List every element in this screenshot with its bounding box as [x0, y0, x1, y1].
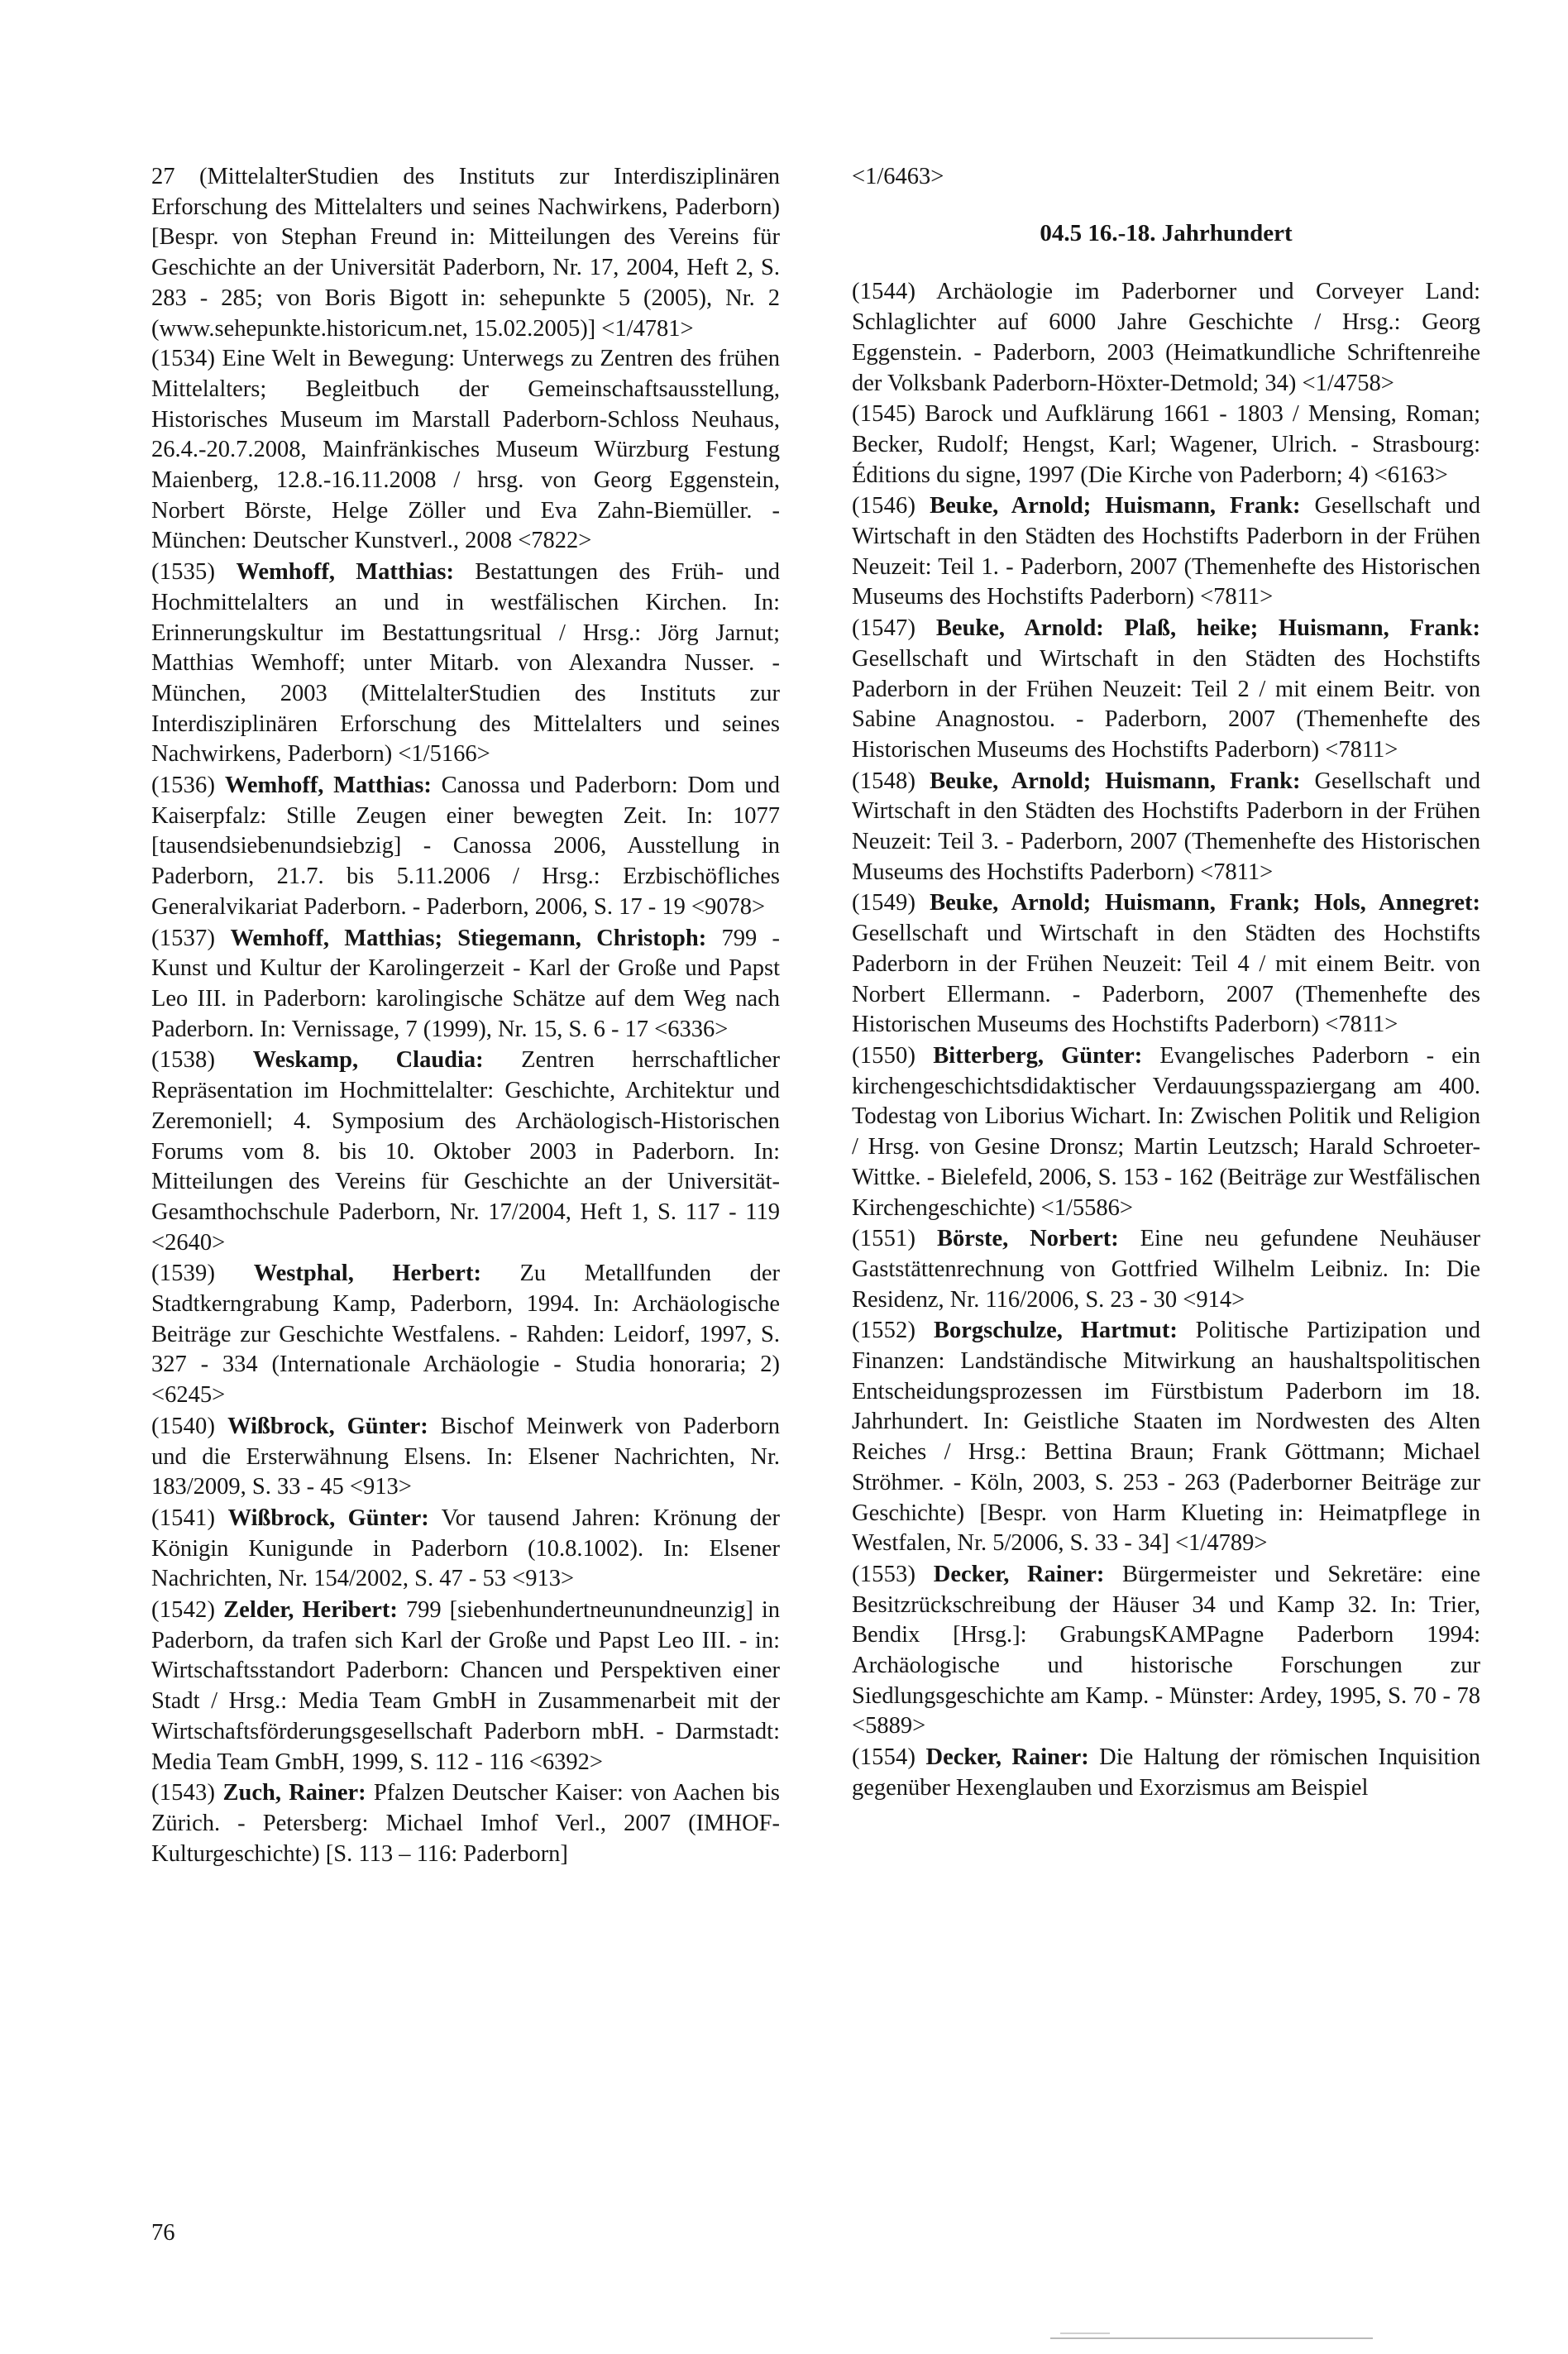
- entry-number: (1534): [151, 346, 216, 372]
- entry-number: (1545): [852, 401, 916, 428]
- entry-author: Beuke, Arnold: Plaß, heike; Huismann, Frank:: [935, 615, 1481, 642]
- entry-author: Beuke, Arnold; Huismann, Frank:: [930, 493, 1301, 519]
- bibliography-entry: [852, 614, 1480, 766]
- entry-text: Zu Metallfunden der Stadtkerngrabung Kamp, Paderborn, 1994. In: Archäologische Beiträge zur Geschichte Westfalens. - Rahden: Leidorf, 1997, S. 327 - 334 (Internationale Archäologie - Studia honoraria; 2) <6245>: [151, 1261, 781, 1409]
- entry-number: (1553): [852, 1561, 916, 1587]
- entry-number: (1547): [852, 615, 916, 642]
- entry-text: Zentren herrschaftlicher Repräsentation im Hochmittelalter: Geschichte, Architektur und Zeremoniell; 4. Symposium des Archäologisch-Historischen Forums vom 8. bis 10. Oktober 2003 in Paderborn. In: Mitteilungen des Vereins für Geschichte an der Universität-Gesamthochschule Paderborn, Nr. 17/2004, Heft 1, S. 117 - 119 <2640>: [151, 1047, 781, 1256]
- entry-text: Vor tausend Jahren: Krönung der Königin Kunigunde in Paderborn (10.8.1002). In: Elsener Nachrichten, Nr. 154/2002, S. 47 - 53 <913>: [151, 1505, 780, 1592]
- entry-author: Westphal, Herbert:: [253, 1261, 481, 1287]
- entry-list: [852, 277, 1480, 1803]
- entry-author: Zelder, Heribert:: [223, 1597, 398, 1624]
- entry-number: (1550): [852, 1042, 916, 1069]
- entry-number: (1537): [151, 925, 216, 951]
- entry-number: (1539): [151, 1261, 216, 1287]
- entry-author: Beuke, Arnold; Huismann, Frank; Hols, Annegret:: [930, 890, 1480, 916]
- bibliography-entry: [852, 1560, 1480, 1742]
- entry-text: Pfalzen Deutscher Kaiser: von Aachen bis Zürich. - Petersberg: Michael Imhof Verl., 2007 (IMHOF-Kulturgeschichte) [S. 113 – 116: Paderborn]: [151, 1780, 781, 1867]
- entry-text: 799 - Kunst und Kultur der Karolingerzeit - Karl der Große und Papst Leo III. in Paderborn: karolingische Schätze auf dem Weg nach Paderborn. In: Vernissage, 7 (1999), Nr. 15, S. 6 - 17 <6336>: [151, 925, 781, 1042]
- entry-text: Eine Welt in Bewegung: Unterwegs zu Zentren des frühen Mittelalters; Begleitbuch der Gemeinschaftsausstellung, Historisches Museum im Marstall Paderborn-Schloss Neuhaus, 26.4.-20.7.2008, Mainfränkisches Museum Würzburg Festung Maienberg, 12.8.-16.11.2008 / hrsg. von Georg Eggenstein, Norbert Börste, Helge Zöller und Eva Zahn-Biemüller. - München: Deutscher Kunstverl., 2008 <7822>: [151, 346, 780, 554]
- bibliography-entry: [151, 1412, 780, 1503]
- entry-number: (1548): [852, 768, 916, 794]
- entry-text: 799 [siebenhundertneunundneunzig] in Paderborn, da trafen sich Karl der Große und Papst Leo III. - in: Wirtschaftsstandort Paderborn: Chancen und Perspektiven einer Stadt / Hrsg.: Media Team GmbH in Zusammenarbeit mit der Wirtschaftsförderungsgesellschaft Paderborn mbH. - Darmstadt: Media Team GmbH, 1999, S. 112 - 116 <6392>: [151, 1597, 780, 1775]
- entry-text: Die Haltung der römischen Inquisition gegenüber Hexenglauben und Exorzismus am Beispiel: [852, 1744, 1480, 1801]
- entry-number: (1535): [151, 559, 216, 586]
- entry-number: (1546): [852, 493, 916, 519]
- entry-text: Gesellschaft und Wirtschaft in den Städten des Hochstifts Paderborn in der Frühen Neuzeit: Teil 3. - Paderborn, 2007 (Themenhefte des Historischen Museums des Hochstifts Paderborn) <7811>: [852, 768, 1481, 885]
- entry-author: Beuke, Arnold; Huismann, Frank:: [930, 768, 1301, 794]
- entry-number: (1549): [852, 890, 916, 916]
- entry-text: Bischof Meinwerk von Paderborn und die Ersterwähnung Elsens. In: Elsener Nachrichten, Nr. 183/2009, S. 33 - 45 <913>: [151, 1413, 781, 1500]
- right-column: [852, 162, 1480, 1805]
- scan-artifact-line: [1060, 2332, 1110, 2334]
- bibliography-entry: [852, 888, 1480, 1041]
- entry-text: Bürgermeister und Sekretäre: eine Besitzrückschreibung der Häuser 34 und Kamp 32. In: Trier, Bendix [Hrsg.]: GrabungsKAMPagne Paderborn 1994: Archäologische und historische Forschungen zur Siedlungsgeschichte am Kamp. - Münster: Ardey, 1995, S. 70 - 78 <5889>: [852, 1561, 1481, 1739]
- entry-author: Zuch, Rainer:: [222, 1780, 366, 1806]
- bibliography-entry: [151, 1504, 780, 1595]
- bibliography-entry: [852, 400, 1480, 490]
- entry-text: Bestattungen des Früh- und Hochmittelalters an und in westfälischen Kirchen. In: Erinnerungskultur im Bestattungsritual / Hrsg.: Jörg Jarnut; Matthias Wemhoff; unter Mitarb. von Alexandra Nusser. - München, 2003 (MittelalterStudien des Instituts zur Interdisziplinären Erforschung des Mittelalters und seines Nachwirkens, Paderborn) <1/5166>: [151, 559, 781, 768]
- entry-author: Decker, Rainer:: [933, 1561, 1105, 1587]
- bibliography-entry: [151, 771, 780, 923]
- entry-number: (1551): [852, 1226, 916, 1252]
- entry-number: (1538): [151, 1047, 216, 1074]
- entry-number: (1540): [151, 1413, 216, 1439]
- entry-author: Borgschulze, Hartmut:: [933, 1318, 1178, 1344]
- entry-list: [151, 344, 780, 1869]
- scan-artifact-line: [1050, 2337, 1373, 2339]
- bibliography-entry: [151, 924, 780, 1045]
- entry-author: Wemhoff, Matthias; Stiegemann, Christoph:: [230, 925, 707, 951]
- continuation-text: 27 (MittelalterStudien des Instituts zur Interdisziplinären Erforschung des Mittelalters und seines Nachwirkens, Paderborn) [Bespr. von Stephan Freund in: Mitteilungen des Vereins für Geschichte an der Universität Paderborn, Nr. 17, 2004, Heft 2, S. 283 - 285; von Boris Bigott in: sehepunkte 5 (2005), Nr. 2 (www.sehepunkte.historicum.net, 15.02.2005)] <1/4781>: [151, 164, 780, 342]
- continuation-text: <1/6463>: [852, 164, 944, 189]
- entry-text: Evangelisches Paderborn - ein kirchengeschichtsdidaktischer Verdauungsspaziergang am 400. Todestag von Liborius Wichart. In: Zwischen Politik und Religion / Hrsg. von Gesine Dronsz; Martin Leutzsch; Harald Schroeter-Wittke. - Bielefeld, 2006, S. 153 - 162 (Beiträge zur Westfälischen Kirchengeschichte) <1/5586>: [852, 1042, 1481, 1221]
- bibliography-entry: [852, 491, 1480, 613]
- entry-text: Canossa und Paderborn: Dom und Kaiserpfalz: Stille Zeugen einer bewegten Zeit. In: 1077 [tausendsiebenundsiebzig] - Canossa 2006, Ausstellung in Paderborn, 21.7. bis 5.11.2006 / Hrsg.: Erzbischöfliches Generalvikariat Paderborn. - Paderborn, 2006, S. 17 - 19 <9078>: [151, 773, 781, 920]
- bibliography-entry: [852, 1743, 1480, 1803]
- bibliography-entry: [151, 1045, 780, 1258]
- entry-text: Politische Partizipation und Finanzen: Landständische Mitwirkung an haushaltspolitischen Entscheidungsprozessen im Fürstbistum Paderborn im 18. Jahrhundert. In: Geistliche Staaten im Nordwesten des Alten Reiches / Hrsg.: Bettina Braun; Frank Göttmann; Michael Ströhmer. - Köln, 2003, S. 253 - 263 (Paderborner Beiträge zur Geschichte) [Bespr. von Harm Klueting in: Heimatpflege in Westfalen, Nr. 5/2006, S. 33 - 34] <1/4789>: [852, 1318, 1481, 1557]
- entry-text: Archäologie im Paderborner und Corveyer Land: Schlaglichter auf 6000 Jahre Geschichte / Hrsg.: Georg Eggenstein. - Paderborn, 2003 (Heimatkundliche Schriftenreihe der Volksbank Paderborn-Höxter-Detmold; 34) <1/4758>: [852, 279, 1481, 396]
- bibliography-entry: [151, 344, 780, 557]
- entry-number: (1541): [151, 1505, 216, 1531]
- entry-text: Gesellschaft und Wirtschaft in den Städten des Hochstifts Paderborn in der Frühen Neuzeit: Teil 2 / mit einem Beitr. von Sabine Anagnostou. - Paderborn, 2007 (Themenhefte des Historischen Museums des Hochstifts Paderborn) <7811>: [852, 645, 1480, 763]
- bibliography-entry: [852, 1316, 1480, 1559]
- entry-author: Börste, Norbert:: [937, 1226, 1119, 1252]
- entry-author: Wißbrock, Günter:: [227, 1413, 428, 1439]
- left-column: [151, 162, 780, 1870]
- entry-author: Weskamp, Claudia:: [252, 1047, 484, 1074]
- entry-author: Wißbrock, Günter:: [227, 1505, 429, 1531]
- entry-number: (1544): [852, 279, 916, 305]
- entry-text: Gesellschaft und Wirtschaft in den Städten des Hochstifts Paderborn in der Frühen Neuzeit: Teil 1. - Paderborn, 2007 (Themenhefte des Historischen Museums des Hochstifts Paderborn) <7811>: [852, 493, 1481, 610]
- entry-author: Decker, Rainer:: [925, 1744, 1089, 1771]
- entry-text: Gesellschaft und Wirtschaft in den Städten des Hochstifts Paderborn in der Frühen Neuzeit: Teil 4 / mit einem Beitr. von Norbert Ellermann. - Paderborn, 2007 (Themenhefte des Historischen Museums des Hochstifts Paderborn) <7811>: [852, 921, 1480, 1038]
- entry-number: (1543): [151, 1780, 216, 1806]
- entry-author: Bitterberg, Günter:: [933, 1042, 1143, 1069]
- entry-author: Wemhoff, Matthias:: [224, 773, 432, 799]
- bibliography-entry: [852, 1041, 1480, 1223]
- bibliography-entry: [852, 1224, 1480, 1315]
- entry-number: (1554): [852, 1744, 916, 1771]
- entry-number: (1542): [151, 1597, 216, 1624]
- bibliography-entry: [151, 1259, 780, 1411]
- section-heading: 04.5 16.-18. Jahrhundert: [1040, 219, 1293, 246]
- bibliography-entry: [852, 767, 1480, 888]
- page-number: 76: [151, 2220, 175, 2246]
- bibliography-entry: [151, 1778, 780, 1869]
- entry-text: Barock und Aufklärung 1661 - 1803 / Mensing, Roman; Becker, Rudolf; Hengst, Karl; Wagener, Ulrich. - Strasbourg: Éditions du signe, 1997 (Die Kirche von Paderborn; 4) <6163>: [852, 401, 1480, 488]
- entry-author: Wemhoff, Matthias:: [236, 559, 455, 586]
- bibliography-entry: [151, 557, 780, 770]
- entry-number: (1552): [852, 1318, 916, 1344]
- bibliography-entry: [852, 277, 1480, 399]
- bibliography-entry: [151, 1596, 780, 1777]
- entry-text: Eine neu gefundene Neuhäuser Gaststättenrechnung von Gottfried Wilhelm Leibniz. In: Die Residenz, Nr. 116/2006, S. 23 - 30 <914>: [852, 1226, 1481, 1313]
- entry-number: (1536): [151, 773, 216, 799]
